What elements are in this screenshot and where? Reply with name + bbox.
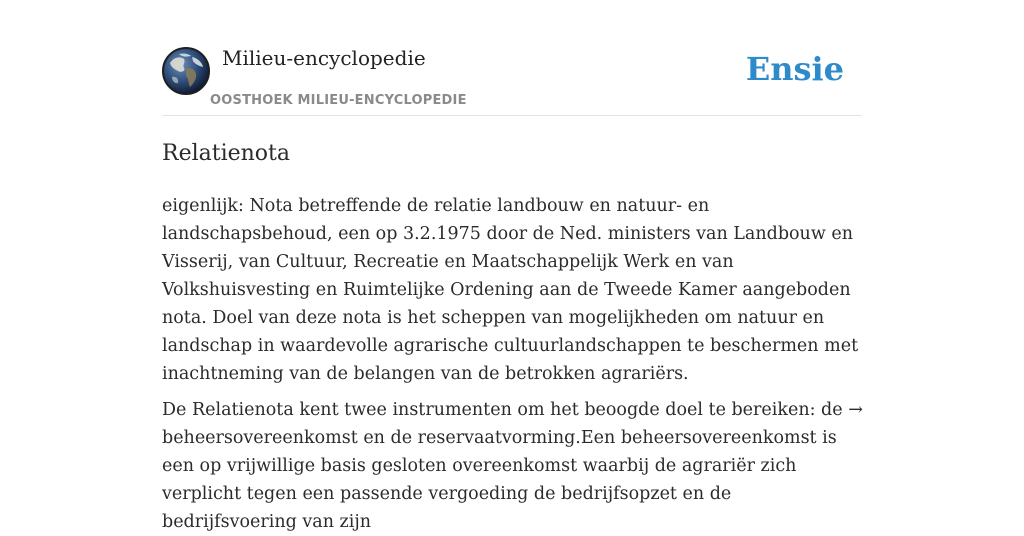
site-subtitle: OOSTHOEK MILIEU-ENCYCLOPEDIE <box>210 93 467 108</box>
paragraph-text: De Relatienota kent twee instrumenten om het beoogde doel te bereiken: de <box>162 400 849 420</box>
paragraph-text: beheersovereenkomst en de reservaatvorming.Een beheersovereenkomst is een op vrijwillige basis gesloten overeenkomst waarbij de agrariër zich verplicht tegen een passende vergoeding de bedrijfsopzet en de bedrijfsvoering van zijn <box>162 428 837 532</box>
article <box>162 136 864 536</box>
earth-globe-icon <box>164 49 208 93</box>
brand-logo-link[interactable]: Ensie <box>745 50 844 88</box>
site-header <box>162 0 862 116</box>
article-paragraph: eigenlijk: Nota betreffende de relatie landbouw en natuur- en landschapsbehoud, een op 3.2.1975 door de Ned. ministers van Landbouw en Visserij, van Cultuur, Recreatie en Maatschappelijk Werk en van Volkshuisvesting en Ruimtelijke Ordening aan de Tweede Kamer aangeboden nota. Doel van deze nota is het scheppen van mogelijkheden om natuur en landschap in waardevolle agrarische cultuurlandschappen te beschermen met inachtneming van de belangen van de betrokken agrariërs. <box>162 196 859 384</box>
avatar[interactable] <box>162 47 210 95</box>
article-paragraph <box>162 396 864 536</box>
site-name-link[interactable]: Milieu-encyclopedie <box>222 46 426 70</box>
article-title: Relatienota <box>162 141 291 166</box>
cross-reference-arrow-icon[interactable]: → <box>848 400 863 420</box>
